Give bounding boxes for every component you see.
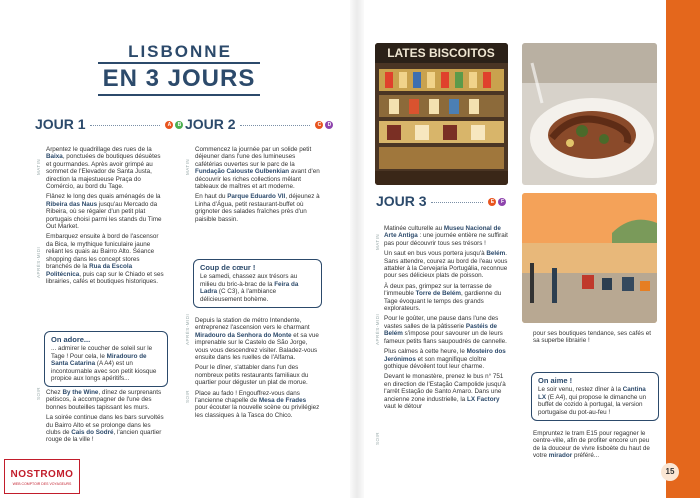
logo-name: NOSTROMO (10, 469, 74, 480)
orange-page-edge (666, 0, 700, 498)
day1-column (46, 146, 166, 288)
day3-para-4: Pour le goûter, une pause dans l'une des vastes salles de la pâtisserie Pastéis de Belém s'impose pour savourer un de leurs fameux petits flans saupoudrés de cannelle. (384, 315, 507, 345)
day2-para-5: Place au fado ! Engouffrez-vous dans l'ancienne chapelle de Mesa de Frades pour écouter la nouvelle scène ou privilégiez les classiques à la Tasca do Chico. (195, 389, 320, 419)
day3-para-8: Empruntez le tram E15 pour regagner le centre-ville, afin de profiter encore un peu de la douceur de vivre lisboète du haut de votre mirador préféré... (533, 430, 650, 460)
label-apres-midi: APRÈS-MIDI (185, 313, 190, 345)
day2-para-4: Pour le dîner, s'attabler dans l'un des nombreux petits restaurants familiaux du quartier pour déguster un plat de morue. (195, 364, 309, 387)
day2-para-1: Commencez la journée par un solide petit déjeuner dans l'une des lumineuses cafétérias ouvertes sur le parc de la Fundação Calouste Gulbenkian avant d'en découvrir les riches collections mêlant tableaux de maîtres et art moderne. (195, 146, 320, 191)
day3-para-6: Devant le monastère, prenez le bus n° 751 en direction de l'Estação Campolide jusqu'à l'arrêt Estação de Santo Amaro. Dans une ancienne zone industrielle, la LX Factory vaut le détour (384, 373, 506, 410)
label-apres-midi: APRÈS-MIDI (36, 246, 41, 278)
day2-heading (185, 116, 333, 132)
day1-heading (35, 116, 183, 132)
label-matin: MATIN (375, 233, 380, 250)
label-matin: MATIN (185, 158, 190, 175)
day3-para-7: pour ses boutiques tendance, ses cafés et sa superbe librairie ! (533, 330, 651, 345)
day2-column (195, 146, 320, 226)
shop-shelves-image (375, 43, 508, 185)
label-soir: SOIR (185, 389, 190, 403)
day2-heading-text: JOUR 2 (185, 116, 236, 132)
dotted-line (431, 202, 483, 203)
day1-column-evening (46, 389, 166, 447)
day2-para-3: Depuis la station de métro Intendente, entreprenez l'ascension vers le charmant Miradouro da Senhora do Monte et sa vue imprenable sur le Castelo de São Jorge, vous vous descendrez visiter. Baladez-vous ensuite dans les ruelles de l'Alfama. (195, 317, 319, 362)
day3-column-evening (533, 430, 657, 463)
day2-para-2: En haut du Parque Eduardo VII, déjeunez à Linha d'Água, petit restaurant-buffet où grignoter des salades fraîches près d'un paisible bassin. (195, 193, 320, 223)
logo-tagline: WEB COMPTOIR DES VOYAGEURS (12, 482, 72, 486)
shop-sign: LATES BISCOITOS (387, 46, 495, 60)
map-badge-c: C (315, 121, 323, 129)
day3-heading (376, 193, 506, 209)
day1-para-3: Embarquez ensuite à bord de l'ascensor da Bica, le mythique funiculaire jaune reliant les quais au Bairro Alto. Séance shopping dans les concept stores branchés de la Rua da Escola Politécnica, puis cap sur le Chiado et ses librairies, cafés et boutiques historiques. (46, 233, 164, 285)
day3-heading-text: JOUR 3 (376, 193, 427, 209)
day3-on-aime-box: On aime ! Le soir venu, restez dîner à la Cantina LX (E A4), qui propose le dimanche un buffet de cozido à portugal, la version portugaise du pot-au-feu ! (531, 372, 659, 421)
day1-on-adore-box: On adore... ... admirer le coucher de soleil sur le Tage ! Pour cela, le Miradouro de Santa Catarina (A A4) est un incontournable avec son petit kiosque propice aux longs apéritifs... (44, 331, 168, 387)
photo-riverside-crowd (522, 193, 657, 323)
label-apres-midi: APRÈS-MIDI (375, 313, 380, 345)
nostromo-logo (4, 459, 80, 494)
label-soir: SOIR (36, 386, 41, 400)
page-number: 15 (661, 463, 679, 481)
box-title: On aime ! (538, 376, 573, 385)
dotted-line (90, 125, 160, 126)
map-badge-d: D (325, 121, 333, 129)
octopus-dish-image (522, 43, 657, 185)
day3-para-3: À deux pas, grimpez sur la terrasse de l'immeuble Torre de Belém, gardienne du Tage évoquant le temps des grands explorateurs. (384, 282, 502, 313)
day3-para-2: Un saut en bus vous portera jusqu'à Belém. Sans attendre, courez au bord de l'eau vous attabler à la Cervejaria Portugália, reconnue pour ses délicieux plats de poisson. (384, 250, 508, 280)
photo-grilled-octopus (522, 43, 657, 185)
map-badge-e: E (488, 198, 496, 206)
label-soir: SOIR (375, 431, 380, 445)
day2-coup-de-coeur-box: Coup de cœur ! Le samedi, chassez aux trésors au milieu du bric-à-brac de la Feira da Ladra (C C3), à l'ambiance délicieusement bohème. (193, 259, 322, 308)
day2-column-afternoon (195, 317, 320, 422)
day3-column (384, 225, 510, 413)
day1-para-2: Flânez le long des quais aménagés de la Ribeira das Naus jusqu'au Mercado da Ribeira, où se régaler d'un petit plat portugais choisi parmi les stands du Time Out Market. (46, 193, 162, 231)
day1-para-4: Chez By the Wine, dînez de surprenants petiscos, à accompagner de l'une des bonnes bouteilles tapissant les murs. (46, 389, 162, 411)
riverside-sunset-image (522, 193, 657, 323)
day1-para-5: La soirée continue dans les bars survoltés du Bairro Alto et se prolonge dans les clubs de Cais do Sodré, l'ancien quartier rouge de la ville ! (46, 414, 164, 444)
dotted-line (240, 125, 310, 126)
box-title: Coup de cœur ! (200, 263, 256, 272)
title-city: LISBONNE (128, 42, 232, 61)
page-fold (350, 0, 364, 498)
day1-para-1: Arpentez le quadrillage des rues de la Baixa, ponctuées de boutiques désuètes et gourmandes. Après avoir grimpé au sommet de l'Elevador de Santa Justa, direction la majestueuse Praça do Comércio, au bord du Tage. (46, 146, 161, 191)
label-matin: MATIN (36, 158, 41, 175)
title-main: EN 3 JOURS (98, 62, 260, 96)
photo-biscuit-shop (375, 43, 508, 185)
box-title: On adore... (51, 335, 91, 344)
map-badge-f: F (498, 198, 506, 206)
map-badge-a: A (165, 121, 173, 129)
map-badge-b: B (175, 121, 183, 129)
day1-heading-text: JOUR 1 (35, 116, 86, 132)
day3-para-1: Matinée culturelle au Museu Nacional de Arte Antiga : une journée entière ne suffirait pas pour découvrir tous ses trésors ! (384, 225, 508, 247)
day3-para-5: Plus calmes à cette heure, le Mosteiro dos Jerónimos et son magnifique cloître gothique dévoilent tout leur charme. (384, 348, 506, 370)
day3-column-right (533, 330, 657, 348)
